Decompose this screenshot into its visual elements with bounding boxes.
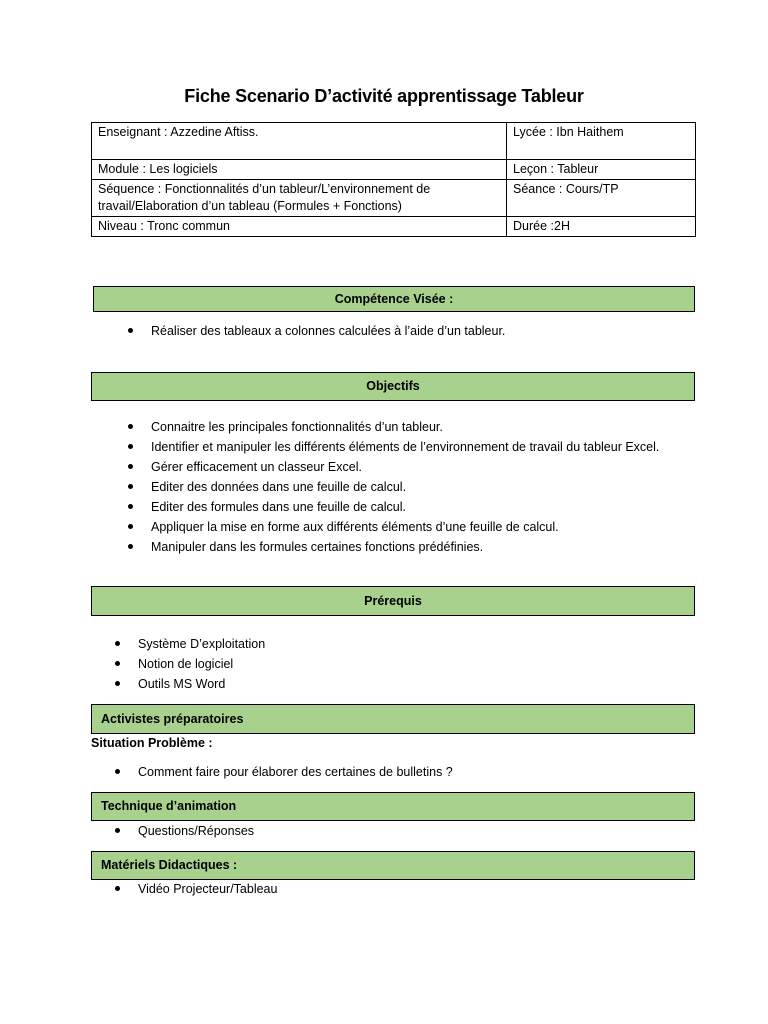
list-item [128,437,668,457]
list-item [115,654,655,674]
list-item-text: Réaliser des tableaux a colonnes calculées à l’aide d’un tableur. [151,324,506,338]
list-item-text: Identifier et manipuler les différents éléments de l’environnement de travail du tableur Excel. [151,440,660,454]
list-item-text: Notion de logiciel [138,657,234,671]
bullet-icon [128,328,133,333]
list-item-text: Connaitre les principales fonctionnalités d’un tableur. [151,420,443,434]
list-item-text: Questions/Réponses [138,824,255,838]
activites-heading: Activistes préparatoires [91,704,695,734]
bullet-icon [128,484,133,489]
module-cell: Module : Les logiciels [92,160,507,180]
list-item-text: Système D’exploitation [138,637,266,651]
list-item [115,674,655,694]
list-item [128,517,668,537]
bullet-icon [128,544,133,549]
list-item [115,762,655,782]
list-item [115,879,655,899]
sequence-cell: Séquence : Fonctionnalités d’un tableur/L’environnement de travail/Elaboration d’un tableau (Formules + Fonctions) [92,180,507,217]
bullet-icon [115,681,120,686]
duree-cell: Durée :2H [507,217,696,237]
list-item-text: Manipuler dans les formules certaines fonctions prédéfinies. [151,540,484,554]
bullet-icon [128,424,133,429]
activites-list [115,762,655,782]
enseignant-cell: Enseignant : Azzedine Aftiss. [92,123,507,160]
list-item [128,537,668,557]
bullet-icon [128,524,133,529]
list-item [128,477,668,497]
materiels-heading: Matériels Didactiques : [91,851,695,880]
list-item [128,457,668,477]
materiels-list [115,879,655,899]
list-item [115,821,655,841]
list-item [128,417,668,437]
prerequis-list [115,634,655,694]
info-table [91,122,696,237]
bullet-icon [115,769,120,774]
list-item-text: Editer des données dans une feuille de calcul. [151,480,407,494]
list-item-text: Gérer efficacement un classeur Excel. [151,460,362,474]
lecon-cell: Leçon : Tableur [507,160,696,180]
bullet-icon [115,828,120,833]
bullet-icon [115,641,120,646]
objectifs-heading: Objectifs [91,372,695,401]
list-item [128,497,668,517]
bullet-icon [128,464,133,469]
list-item-text: Appliquer la mise en forme aux différents éléments d’une feuille de calcul. [151,520,559,534]
bullet-icon [128,504,133,509]
competence-heading: Compétence Visée : [93,286,695,312]
list-item [115,634,655,654]
technique-list [115,821,655,841]
list-item-text: Comment faire pour élaborer des certaines de bulletins ? [138,765,453,779]
page-title: Fiche Scenario D’activité apprentissage Tableur [184,86,584,106]
competence-list [128,321,688,341]
lycee-cell: Lycée : Ibn Haithem [507,123,696,160]
list-item [128,321,688,341]
objectifs-list [128,417,668,557]
technique-heading: Technique d’animation [91,792,695,821]
bullet-icon [115,661,120,666]
list-item-text: Editer des formules dans une feuille de calcul. [151,500,407,514]
bullet-icon [128,444,133,449]
list-item-text: Vidéo Projecteur/Tableau [138,882,278,896]
situation-probleme-label: Situation Problème : [91,736,213,750]
seance-cell: Séance : Cours/TP [507,180,696,217]
niveau-cell: Niveau : Tronc commun [92,217,507,237]
prerequis-heading: Prérequis [91,586,695,616]
list-item-text: Outils MS Word [138,677,226,691]
bullet-icon [115,886,120,891]
